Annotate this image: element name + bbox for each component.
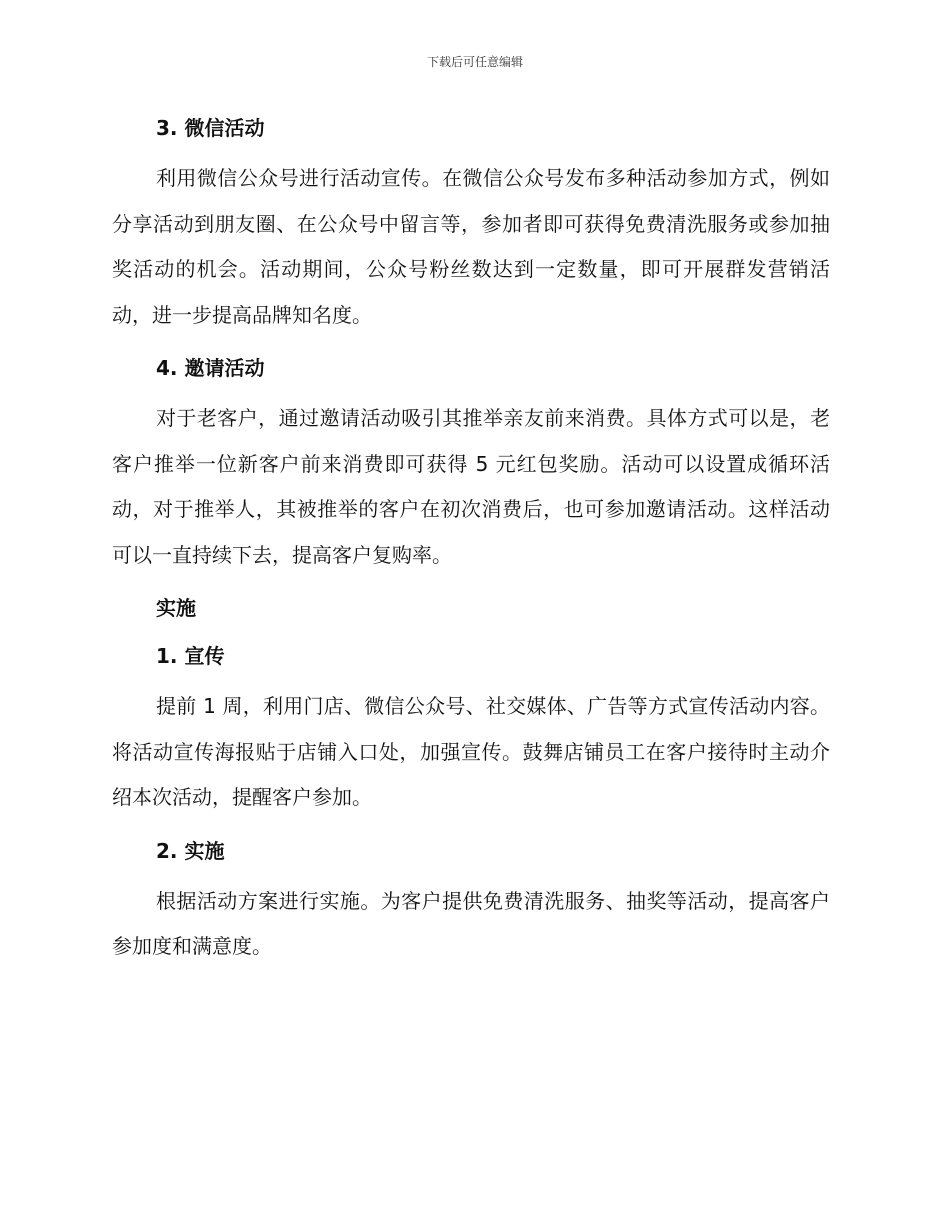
section-body-wechat: 利用微信公众号进行活动宣传。在微信公众号发布多种活动参加方式，例如分享活动到朋友圈、在公众号中留言等，参加者即可获得免费清洗服务或参加抽奖活动的机会。活动期间，公众号粉丝数达到一定数量，即可开展群发营销活动，进一步提高品牌知名度。 — [112, 166, 830, 327]
section-body-execute: 根据活动方案进行实施。为客户提供免费清洗服务、抽奖等活动，提高客户参加度和满意度。 — [112, 888, 830, 958]
section-heading-implementation: 实施 — [156, 596, 196, 620]
section-heading-wechat: 3. 微信活动 — [156, 116, 265, 140]
document-body — [112, 110, 830, 970]
section-heading-execute: 2. 实施 — [156, 838, 225, 863]
page-header: 下载后可任意编辑 — [426, 55, 523, 69]
section-body-invite: 对于老客户，通过邀请活动吸引其推举亲友前来消费。具体方式可以是，老客户推举一位新客户前来消费即可获得 5 元红包奖励。活动可以设置成循环活动，对于推举人，其被推举的客户在初次消费后，也可参加邀请活动。这样活动可以一直持续下去，提高客户复购率。 — [112, 406, 830, 567]
section-heading-promotion: 1. 宣传 — [156, 644, 225, 668]
section-body-promotion: 提前 1 周，利用门店、微信公众号、社交媒体、广告等方式宣传活动内容。将活动宣传海报贴于店铺入口处，加强宣传。鼓舞店铺员工在客户接待时主动介绍本次活动，提醒客户参加。 — [112, 694, 830, 809]
section-heading-invite: 4. 邀请活动 — [156, 356, 265, 380]
